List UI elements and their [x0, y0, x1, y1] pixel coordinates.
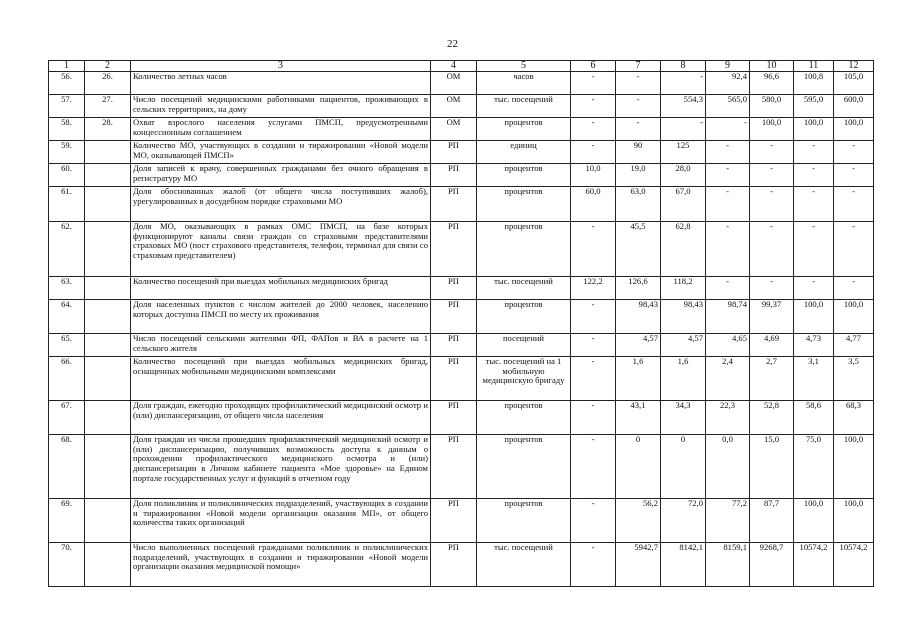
indicators-table — [48, 60, 874, 587]
col-header-1: 1 — [49, 61, 85, 72]
col-header-7: 7 — [616, 61, 661, 72]
value-col-7: 19,0 — [616, 164, 661, 187]
section-number: 26. — [85, 72, 131, 95]
unit-cell: единиц — [477, 141, 571, 164]
value-col-10: 52,8 — [750, 401, 794, 435]
header-row — [49, 61, 874, 72]
level-cell: ОМ — [431, 95, 477, 118]
value-col-9: 22,3 — [706, 401, 750, 435]
value-col-6: 122,2 — [571, 277, 616, 300]
value-col-7: 5942,7 — [616, 543, 661, 587]
value-col-12: 100,0 — [834, 435, 874, 499]
value-col-9: - — [706, 187, 750, 222]
value-col-11: - — [794, 277, 834, 300]
col-header-5: 5 — [477, 61, 571, 72]
unit-cell: процентов — [477, 300, 571, 334]
value-col-12: - — [834, 187, 874, 222]
value-col-6: - — [571, 435, 616, 499]
value-col-6: - — [571, 334, 616, 357]
table-row — [49, 543, 874, 587]
level-cell: РП — [431, 435, 477, 499]
indicator-name: Количество посещений при выездах мобильных медицинских бригад — [131, 277, 431, 300]
value-col-6: - — [571, 72, 616, 95]
value-col-10: 99,37 — [750, 300, 794, 334]
table-row — [49, 357, 874, 401]
col-header-6: 6 — [571, 61, 616, 72]
value-col-11: 100,8 — [794, 72, 834, 95]
value-col-10: - — [750, 277, 794, 300]
level-cell: РП — [431, 164, 477, 187]
value-col-9: 565,0 — [706, 95, 750, 118]
value-col-10: 2,7 — [750, 357, 794, 401]
col-header-4: 4 — [431, 61, 477, 72]
value-col-7: - — [616, 95, 661, 118]
value-col-8: 1,6 — [661, 357, 706, 401]
value-col-9: 8159,1 — [706, 543, 750, 587]
section-number — [85, 435, 131, 499]
value-col-10: 100,0 — [750, 118, 794, 141]
level-cell: РП — [431, 277, 477, 300]
value-col-10: - — [750, 187, 794, 222]
value-col-7: 4,57 — [616, 334, 661, 357]
value-col-7: 43,1 — [616, 401, 661, 435]
row-number: 68. — [49, 435, 85, 499]
table-row — [49, 118, 874, 141]
value-col-10: 96,6 — [750, 72, 794, 95]
value-col-11: 58,6 — [794, 401, 834, 435]
value-col-9: - — [706, 141, 750, 164]
value-col-7: 126,6 — [616, 277, 661, 300]
row-number: 58. — [49, 118, 85, 141]
level-cell: РП — [431, 334, 477, 357]
table-body — [49, 72, 874, 587]
col-header-3: 3 — [131, 61, 431, 72]
table-row — [49, 435, 874, 499]
value-col-12: 100,0 — [834, 499, 874, 543]
value-col-7: 90 — [616, 141, 661, 164]
value-col-7: 0 — [616, 435, 661, 499]
value-col-8: 34,3 — [661, 401, 706, 435]
unit-cell: часов — [477, 72, 571, 95]
table-row — [49, 187, 874, 222]
value-col-9: 4,65 — [706, 334, 750, 357]
col-header-10: 10 — [750, 61, 794, 72]
table-row — [49, 72, 874, 95]
value-col-12: 68,3 — [834, 401, 874, 435]
level-cell: РП — [431, 300, 477, 334]
value-col-12: 3,5 — [834, 357, 874, 401]
unit-cell: тыс. посещений — [477, 543, 571, 587]
value-col-8: 28,0 — [661, 164, 706, 187]
row-number: 59. — [49, 141, 85, 164]
level-cell: РП — [431, 187, 477, 222]
level-cell: РП — [431, 499, 477, 543]
value-col-11: - — [794, 222, 834, 277]
row-number: 56. — [49, 72, 85, 95]
unit-cell: процентов — [477, 435, 571, 499]
value-col-11: - — [794, 141, 834, 164]
indicator-name: Число посещений медицинскими работниками пациентов, проживающих в сельских территориях, на дому — [131, 95, 431, 118]
unit-cell: процентов — [477, 401, 571, 435]
value-col-9: 2,4 — [706, 357, 750, 401]
value-col-11: 100,0 — [794, 300, 834, 334]
value-col-9: - — [706, 277, 750, 300]
unit-cell: процентов — [477, 118, 571, 141]
value-col-8: 125 — [661, 141, 706, 164]
value-col-8: - — [661, 72, 706, 95]
value-col-11: 75,0 — [794, 435, 834, 499]
unit-cell: процентов — [477, 187, 571, 222]
value-col-9: - — [706, 222, 750, 277]
section-number — [85, 357, 131, 401]
section-number — [85, 164, 131, 187]
row-number: 62. — [49, 222, 85, 277]
value-col-8: 554,3 — [661, 95, 706, 118]
level-cell: РП — [431, 543, 477, 587]
section-number — [85, 187, 131, 222]
value-col-7: - — [616, 72, 661, 95]
value-col-6: - — [571, 357, 616, 401]
section-number: 27. — [85, 95, 131, 118]
value-col-11: 3,1 — [794, 357, 834, 401]
table-row — [49, 95, 874, 118]
value-col-9: - — [706, 118, 750, 141]
value-col-9: 92,4 — [706, 72, 750, 95]
row-number: 67. — [49, 401, 85, 435]
value-col-12: - — [834, 222, 874, 277]
table-row — [49, 334, 874, 357]
value-col-6: - — [571, 401, 616, 435]
table-row — [49, 164, 874, 187]
value-col-12: 105,0 — [834, 72, 874, 95]
value-col-11: 595,0 — [794, 95, 834, 118]
table-row — [49, 499, 874, 543]
value-col-8: 118,2 — [661, 277, 706, 300]
row-number: 70. — [49, 543, 85, 587]
level-cell: РП — [431, 401, 477, 435]
unit-cell: посещений — [477, 334, 571, 357]
level-cell: ОМ — [431, 118, 477, 141]
table-row — [49, 141, 874, 164]
section-number — [85, 277, 131, 300]
value-col-11: 100,0 — [794, 499, 834, 543]
value-col-9: 77,2 — [706, 499, 750, 543]
indicator-name: Доля обоснованных жалоб (от общего числа поступивших жалоб), урегулированных в досудебном порядке страховыми МО — [131, 187, 431, 222]
value-col-6: - — [571, 95, 616, 118]
value-col-12: 100,0 — [834, 118, 874, 141]
value-col-10: - — [750, 222, 794, 277]
section-number — [85, 141, 131, 164]
indicator-name: Количество посещений при выездах мобильных медицинских бригад, оснащенных мобильными медицинскими комплексами — [131, 357, 431, 401]
indicator-name: Доля населенных пунктов с числом жителей до 2000 человек, населению которых доступна ПМСП по месту их проживания — [131, 300, 431, 334]
value-col-8: 8142,1 — [661, 543, 706, 587]
indicator-name: Количество летных часов — [131, 72, 431, 95]
unit-cell: тыс. посещений — [477, 277, 571, 300]
col-header-9: 9 — [706, 61, 750, 72]
level-cell: ОМ — [431, 72, 477, 95]
table-row — [49, 300, 874, 334]
section-number — [85, 300, 131, 334]
value-col-12: 100,0 — [834, 300, 874, 334]
row-number: 65. — [49, 334, 85, 357]
value-col-12: - — [834, 277, 874, 300]
section-number — [85, 543, 131, 587]
value-col-6: - — [571, 300, 616, 334]
value-col-6: - — [571, 141, 616, 164]
value-col-6: - — [571, 499, 616, 543]
value-col-10: - — [750, 141, 794, 164]
col-header-2: 2 — [85, 61, 131, 72]
value-col-6: 10,0 — [571, 164, 616, 187]
value-col-7: 45,5 — [616, 222, 661, 277]
value-col-8: 67,0 — [661, 187, 706, 222]
value-col-7: 98,43 — [616, 300, 661, 334]
unit-cell: процентов — [477, 499, 571, 543]
indicator-name: Число выполненных посещений гражданами поликлиник и поликлинических подразделений, участвующих в создании и тиражировании «Новой модели организации оказания медицинской помощи» — [131, 543, 431, 587]
row-number: 61. — [49, 187, 85, 222]
value-col-9: - — [706, 164, 750, 187]
table-row — [49, 277, 874, 300]
value-col-12: 10574,2 — [834, 543, 874, 587]
value-col-10: 87,7 — [750, 499, 794, 543]
row-number: 64. — [49, 300, 85, 334]
unit-cell: тыс. посещений на 1 мобильную медицинскую бригаду — [477, 357, 571, 401]
indicator-name: Доля записей к врачу, совершенных гражданами без очного обращения в регистратуру МО — [131, 164, 431, 187]
page-number: 22 — [447, 38, 458, 50]
value-col-7: 1,6 — [616, 357, 661, 401]
col-header-8: 8 — [661, 61, 706, 72]
indicator-name: Число посещений сельскими жителями ФП, ФАПов и ВА в расчете на 1 сельского жителя — [131, 334, 431, 357]
value-col-10: - — [750, 164, 794, 187]
indicator-name: Количество МО, участвующих в создании и тиражировании «Новой модели МО, оказывающей ПМСП» — [131, 141, 431, 164]
level-cell: РП — [431, 357, 477, 401]
indicator-name: Доля МО, оказывающих в рамках ОМС ПМСП, на базе которых функционируют каналы связи граждан со страховыми представителями страховых МО (пост страхового представителя, телефон, терминал для связи со страховым представителем) — [131, 222, 431, 277]
indicator-name: Охват взрослого населения услугами ПМСП, предусмотренными концессионным соглашением — [131, 118, 431, 141]
value-col-12: 4,77 — [834, 334, 874, 357]
value-col-8: 4,57 — [661, 334, 706, 357]
row-number: 57. — [49, 95, 85, 118]
value-col-11: 4,73 — [794, 334, 834, 357]
value-col-8: 62,8 — [661, 222, 706, 277]
level-cell: РП — [431, 222, 477, 277]
section-number — [85, 222, 131, 277]
value-col-12: - — [834, 141, 874, 164]
value-col-11: - — [794, 187, 834, 222]
level-cell: РП — [431, 141, 477, 164]
value-col-10: 15,0 — [750, 435, 794, 499]
table-row — [49, 222, 874, 277]
value-col-7: 63,0 — [616, 187, 661, 222]
value-col-6: - — [571, 118, 616, 141]
value-col-8: 0 — [661, 435, 706, 499]
indicator-name: Доля поликлиник и поликлинических подразделений, участвующих в создании и тиражировании «Новой модели организации оказания МП», от общего количества таких организаций — [131, 499, 431, 543]
value-col-7: 56,2 — [616, 499, 661, 543]
col-header-11: 11 — [794, 61, 834, 72]
row-number: 69. — [49, 499, 85, 543]
value-col-7: - — [616, 118, 661, 141]
value-col-9: 0,0 — [706, 435, 750, 499]
unit-cell: процентов — [477, 164, 571, 187]
value-col-12: - — [834, 164, 874, 187]
unit-cell: процентов — [477, 222, 571, 277]
section-number: 28. — [85, 118, 131, 141]
section-number — [85, 401, 131, 435]
value-col-11: 100,0 — [794, 118, 834, 141]
row-number: 63. — [49, 277, 85, 300]
value-col-10: 4,69 — [750, 334, 794, 357]
row-number: 60. — [49, 164, 85, 187]
indicator-name: Доля граждан, ежегодно проходящих профилактический медицинский осмотр и (или) диспансеризацию, от общего числа населения — [131, 401, 431, 435]
table-row — [49, 401, 874, 435]
value-col-10: 580,0 — [750, 95, 794, 118]
value-col-6: - — [571, 543, 616, 587]
indicator-name: Доля граждан из числа прошедших профилактический медицинский осмотр и (или) диспансеризацию, получивших возможность доступа к данным о прохождении профилактического медицинского осмотра и (или) диспансеризации в Личном кабинете пациента «Мое здоровье» на Едином портале государственных услуг и функций в отчетном году — [131, 435, 431, 499]
value-col-8: 98,43 — [661, 300, 706, 334]
value-col-12: 600,0 — [834, 95, 874, 118]
value-col-6: - — [571, 222, 616, 277]
unit-cell: тыс. посещений — [477, 95, 571, 118]
section-number — [85, 499, 131, 543]
col-header-12: 12 — [834, 61, 874, 72]
value-col-9: 98,74 — [706, 300, 750, 334]
row-number: 66. — [49, 357, 85, 401]
value-col-6: 60,0 — [571, 187, 616, 222]
value-col-11: 10574,2 — [794, 543, 834, 587]
value-col-11: - — [794, 164, 834, 187]
value-col-8: 72,0 — [661, 499, 706, 543]
value-col-10: 9268,7 — [750, 543, 794, 587]
value-col-8: - — [661, 118, 706, 141]
section-number — [85, 334, 131, 357]
